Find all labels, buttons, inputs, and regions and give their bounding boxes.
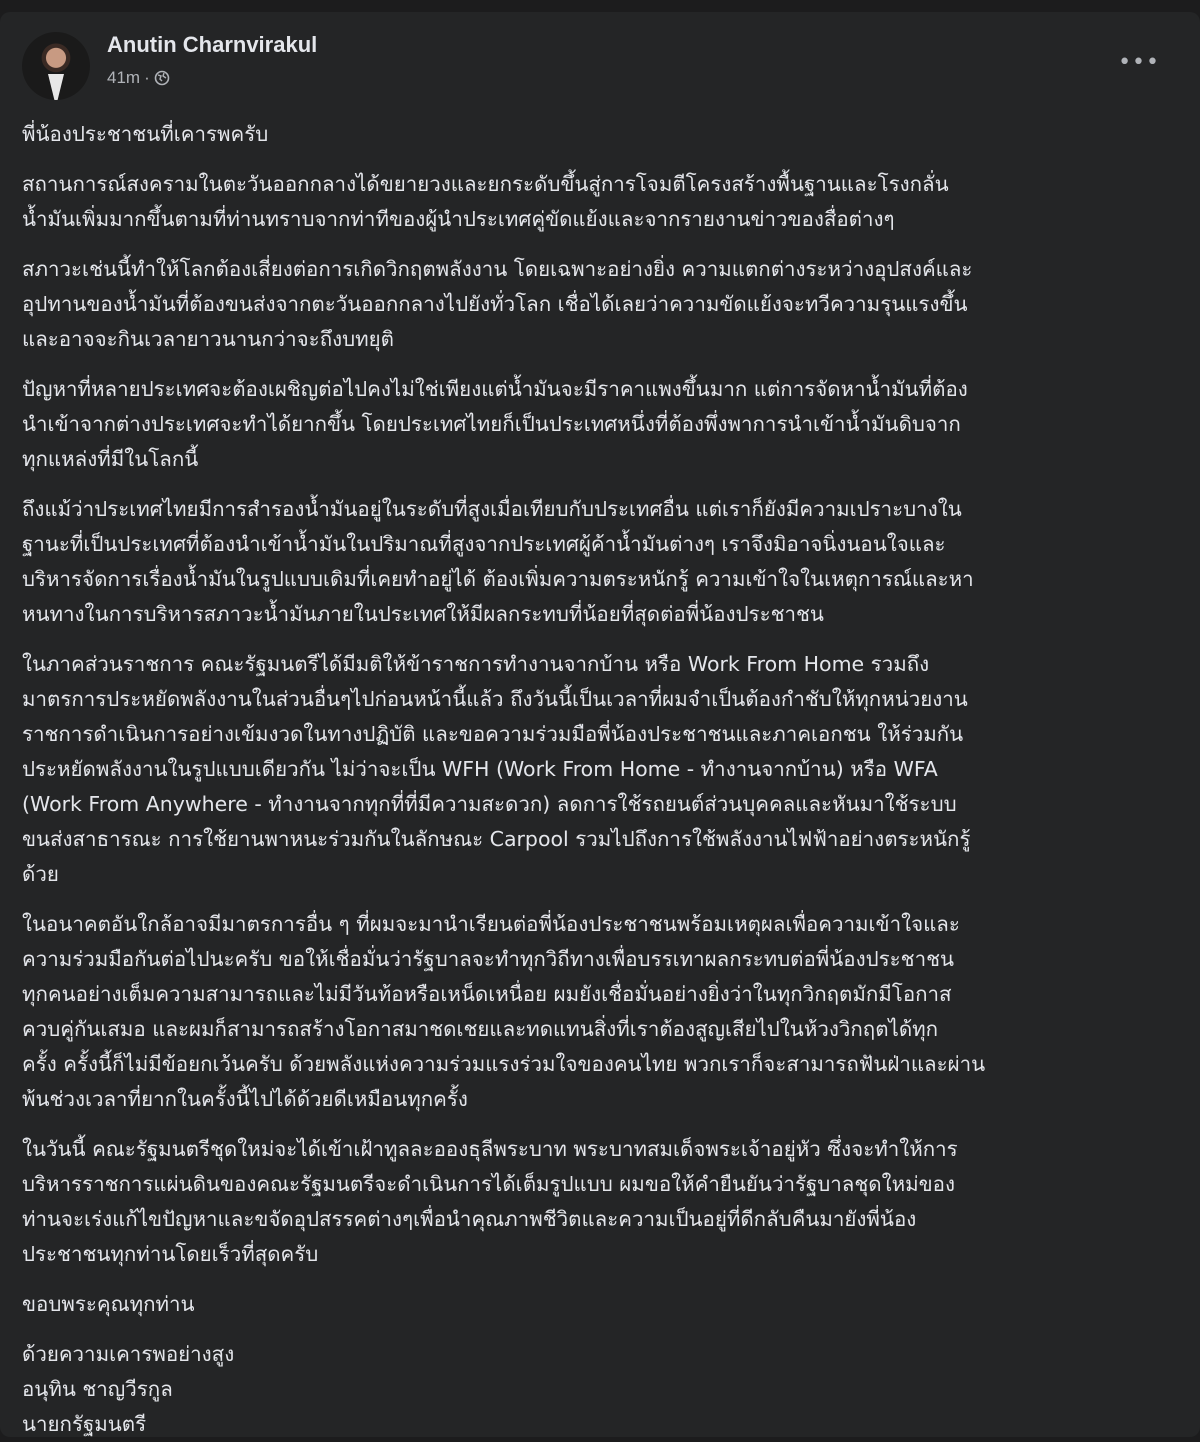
text-line: ประหยัดพลังงานในรูปแบบเดียวกัน ไม่ว่าจะเป็น WFH (Work From Home - ทำงานจากบ้าน) หรือ WFA <box>22 757 938 781</box>
more-options-button[interactable]: ••• <box>1118 50 1160 75</box>
text-line: ทุกแหล่งที่มีในโลกนี้ <box>22 447 199 471</box>
post-paragraph <box>22 1287 1182 1322</box>
post-paragraph <box>22 167 1182 237</box>
text-line: ในอนาคตอันใกล้อาจมีมาตรการอื่น ๆ ที่ผมจะมานำเรียนต่อพี่น้องประชาชนพร้อมเหตุผลเพื่อความเข้าใจและ <box>22 912 960 936</box>
text-line: ประชาชนทุกท่านโดยเร็วที่สุดครับ <box>22 1242 319 1266</box>
text-line: ราชการดำเนินการอย่างเข้มงวดในทางปฏิบัติ และขอความร่วมมือพี่น้องประชาชนและภาคเอกชน ให้ร่วมกัน <box>22 722 964 746</box>
text-line: ถึงแม้ว่าประเทศไทยมีการสำรองน้ำมันอยู่ในระดับที่สูงเมื่อเทียบกับประเทศอื่น แต่เราก็ยังมีความเปราะบางใน <box>22 497 962 521</box>
signature <box>22 1337 1182 1442</box>
text-line: ในวันนี้ คณะรัฐมนตรีชุดใหม่จะได้เข้าเฝ้าทูลละอองธุลีพระบาท พระบาทสมเด็จพระเจ้าอยู่หัว ซึ่งจะทำให้การ <box>22 1137 958 1161</box>
text-line: มาตรการประหยัดพลังงานในส่วนอื่นๆไปก่อนหน้านี้แล้ว ถึงวันนี้เป็นเวลาที่ผมจำเป็นต้องกำชับให้ทุกหน่วยงาน <box>22 687 968 711</box>
signature-line: นายกรัฐมนตรี <box>22 1412 147 1436</box>
author-avatar[interactable] <box>22 32 90 100</box>
text-line: และอาจจะกินเวลายาวนานกว่าจะถึงบทยุติ <box>22 327 394 351</box>
meta-separator: · <box>144 68 150 87</box>
globe-icon <box>154 70 170 86</box>
post-paragraph <box>22 252 1182 357</box>
text-line: ทุกคนอย่างเต็มความสามารถและไม่มีวันท้อหรือเหน็ดเหนื่อย ผมยังเชื่อมั่นอย่างยิ่งว่าในทุกวิกฤตมักมีโอกาส <box>22 982 952 1006</box>
post-meta <box>107 68 170 88</box>
text-line: บริหารราชการแผ่นดินของคณะรัฐมนตรีจะดำเนินการได้เต็มรูปแบบ ผมขอให้คำยืนยันว่ารัฐบาลชุดใหม่ของ <box>22 1172 955 1196</box>
facebook-post <box>0 12 1200 1437</box>
signature-line: อนุทิน ชาญวีรกูล <box>22 1377 173 1401</box>
text-line: นำเข้าจากต่างประเทศจะทำได้ยากขึ้น โดยประเทศไทยก็เป็นประเทศหนึ่งที่ต้องพึ่งพาการนำเข้าน้ำมันดิบจาก <box>22 412 961 436</box>
text-line: ในภาคส่วนราชการ คณะรัฐมนตรีได้มีมติให้ข้าราชการทำงานจากบ้าน หรือ Work From Home รวมถึง <box>22 652 930 676</box>
text-line: อุปทานของน้ำมันที่ต้องขนส่งจากตะวันออกกลางไปยังทั่วโลก เชื่อได้เลยว่าความขัดแย้งจะทวีความรุนแรงขึ้น <box>22 292 968 316</box>
post-time[interactable]: 41m <box>107 68 141 87</box>
text-line: สภาวะเช่นนี้ทำให้โลกต้องเสี่ยงต่อการเกิดวิกฤตพลังงาน โดยเฉพาะอย่างยิ่ง ความแตกต่างระหว่างอุปสงค์และ <box>22 257 973 281</box>
post-paragraph <box>22 647 1182 892</box>
text-line: ฐานะที่เป็นประเทศที่ต้องนำเข้าน้ำมันในปริมาณที่สูงจากประเทศผู้ค้าน้ำมันต่างๆ เราจึงมิอาจนิ่งนอนใจและ <box>22 532 946 556</box>
text-line: หนทางในการบริหารสภาวะน้ำมันภายในประเทศให้มีผลกระทบที่น้อยที่สุดต่อพี่น้องประชาชน <box>22 602 824 626</box>
author-name[interactable]: Anutin Charnvirakul <box>107 32 318 57</box>
text-line: บริหารจัดการเรื่องน้ำมันในรูปแบบเดิมที่เคยทำอยู่ได้ ต้องเพิ่มความตระหนักรู้ ความเข้าใจในเหตุการณ์และหา <box>22 567 974 591</box>
post-body <box>22 117 1182 1442</box>
post-paragraph <box>22 1132 1182 1272</box>
post-paragraph <box>22 907 1182 1117</box>
text-line: ด้วย <box>22 862 59 886</box>
text-line: ควบคู่กันเสมอ และผมก็สามารถสร้างโอกาสมาชดเชยและทดแทนสิ่งที่เราต้องสูญเสียไปในห้วงวิกฤตได้ทุก <box>22 1017 939 1041</box>
text-line: (Work From Anywhere - ทำงานจากทุกที่ที่มีความสะดวก) ลดการใช้รถยนต์ส่วนบุคคลและหันมาใช้ระบบ <box>22 792 957 816</box>
text-line: ปัญหาที่หลายประเทศจะต้องเผชิญต่อไปคงไม่ใช่เพียงแต่น้ำมันจะมีราคาแพงขึ้นมาก แต่การจัดหาน้ำมันที่ต้อง <box>22 377 968 401</box>
text-line: ขนส่งสาธารณะ การใช้ยานพาหนะร่วมกันในลักษณะ Carpool รวมไปถึงการใช้พลังงานไฟฟ้าอย่างตระหนักรู้ <box>22 827 971 851</box>
post-paragraph <box>22 117 1182 152</box>
text-line: ครั้ง ครั้งนี้ก็ไม่มีข้อยกเว้นครับ ด้วยพลังแห่งความร่วมแรงร่วมใจของคนไทย พวกเราก็จะสามารถฟันฝ่าและผ่าน <box>22 1052 986 1076</box>
text-line: ความร่วมมือกันต่อไปนะครับ ขอให้เชื่อมั่นว่ารัฐบาลจะทำทุกวิถีทางเพื่อบรรเทาผลกระทบต่อพี่น้องประชาชน <box>22 947 955 971</box>
text-line: สถานการณ์สงครามในตะวันออกกลางได้ขยายวงและยกระดับขึ้นสู่การโจมตีโครงสร้างพื้นฐานและโรงกลั่น <box>22 172 949 196</box>
text-line: ขอบพระคุณทุกท่าน <box>22 1292 195 1316</box>
text-line: พี่น้องประชาชนที่เคารพครับ <box>22 122 269 146</box>
signature-line: ด้วยความเคารพอย่างสูง <box>22 1342 235 1366</box>
text-line: น้ำมันเพิ่มมากขึ้นตามที่ท่านทราบจากท่าทีของผู้นำประเทศคู่ขัดแย้งและจากรายงานข่าวของสื่อต่างๆ <box>22 207 895 231</box>
post-paragraph <box>22 492 1182 632</box>
post-paragraph <box>22 372 1182 477</box>
text-line: พ้นช่วงเวลาที่ยากในครั้งนี้ไปได้ด้วยดีเหมือนทุกครั้ง <box>22 1087 468 1111</box>
text-line: ท่านจะเร่งแก้ไขปัญหาและขจัดอุปสรรคต่างๆเพื่อนำคุณภาพชีวิตและความเป็นอยู่ที่ดีกลับคืนมายังพี่น้อง <box>22 1207 917 1231</box>
